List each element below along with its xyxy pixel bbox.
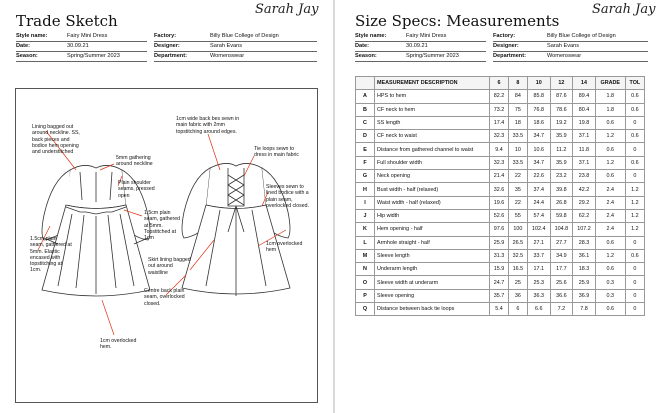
measurement-value: 35.9: [550, 156, 573, 169]
measurement-value: 0.6: [625, 90, 644, 103]
measurement-description: Sleeve opening: [375, 289, 490, 302]
measurement-value: 32.5: [508, 249, 527, 262]
measurement-value: 0.6: [625, 249, 644, 262]
measurement-value: 24.4: [527, 196, 550, 209]
measurement-value: 7.2: [550, 303, 573, 316]
measurement-value: 76.8: [527, 103, 550, 116]
season-label: Season:: [16, 53, 38, 59]
measurement-value: 1.2: [595, 156, 625, 169]
row-letter: O: [356, 276, 375, 289]
measurement-value: 27.7: [550, 236, 573, 249]
measurement-value: 24.7: [490, 276, 509, 289]
measurement-description: Sleeve length: [375, 249, 490, 262]
measurement-value: 36: [508, 289, 527, 302]
row-letter: H: [356, 183, 375, 196]
table-row: [356, 289, 645, 302]
measurement-value: 1.8: [595, 90, 625, 103]
measurement-value: 0.6: [595, 303, 625, 316]
row-letter: J: [356, 209, 375, 222]
divider: [493, 61, 648, 62]
measurement-value: 1.2: [625, 183, 644, 196]
page-title: Size Specs: Measurements: [355, 12, 560, 30]
table-body: [356, 90, 645, 316]
row-letter: N: [356, 263, 375, 276]
measurement-value: 9.4: [490, 143, 509, 156]
measurement-value: 1.2: [625, 209, 644, 222]
row-letter: F: [356, 156, 375, 169]
row-letter: D: [356, 130, 375, 143]
style-name-value: Fairy Mini Dress: [67, 33, 108, 39]
measurement-value: 1.8: [595, 103, 625, 116]
measurement-value: 0.6: [625, 103, 644, 116]
divider: [493, 51, 648, 52]
row-letter: A: [356, 90, 375, 103]
divider: [355, 51, 486, 52]
measurement-value: 22: [508, 170, 527, 183]
measurement-value: 0.3: [595, 289, 625, 302]
measurement-value: 6: [508, 303, 527, 316]
measurement-value: 62.2: [573, 209, 596, 222]
measurement-value: 0: [625, 289, 644, 302]
designer-label: Designer:: [493, 43, 519, 49]
measurement-value: 19.8: [573, 116, 596, 129]
date-label: Date:: [16, 43, 30, 49]
measurement-value: 0.3: [595, 276, 625, 289]
measurement-value: 0.6: [595, 236, 625, 249]
column-header: 14: [573, 77, 596, 90]
signature-logo: Sarah Jay: [592, 2, 656, 17]
measurement-value: 16.5: [508, 263, 527, 276]
measurement-value: 59.8: [550, 209, 573, 222]
table-header-row: [356, 77, 645, 90]
date-value: 30.09.21: [406, 43, 428, 49]
measurement-value: 2.4: [595, 196, 625, 209]
measurement-value: 21.4: [490, 170, 509, 183]
row-letter: Q: [356, 303, 375, 316]
season-label: Season:: [355, 53, 377, 59]
date-value: 30.09.21: [67, 43, 89, 49]
table-row: [356, 223, 645, 236]
row-letter: P: [356, 289, 375, 302]
measurement-value: 37.4: [527, 183, 550, 196]
row-letter: B: [356, 103, 375, 116]
factory-value: Billy Blue College of Design: [210, 33, 279, 39]
measurement-value: 25.9: [573, 276, 596, 289]
measurement-value: 11.8: [573, 143, 596, 156]
measurement-value: 35: [508, 183, 527, 196]
measurement-value: 6.6: [527, 303, 550, 316]
measurement-value: 52.6: [490, 209, 509, 222]
table-row: [356, 209, 645, 222]
lining-note: Lining bagged out around neckline. SS, back pieces and bodice hem opening and understitched: [32, 124, 80, 156]
measurements-table: [355, 76, 645, 316]
column-header: 10: [527, 77, 550, 90]
measurement-value: 36.1: [573, 249, 596, 262]
measurement-value: 2.4: [595, 223, 625, 236]
measurement-value: 0: [625, 263, 644, 276]
measurement-value: 2.4: [595, 209, 625, 222]
table-row: [356, 196, 645, 209]
back-hem-note: 1cm overlocked hem: [266, 241, 303, 254]
measurement-value: 22.6: [527, 170, 550, 183]
measurement-value: 17.4: [490, 116, 509, 129]
measurement-description: Sleeve width at underarm: [375, 276, 490, 289]
measurement-value: 0: [625, 116, 644, 129]
measurement-value: 17.1: [527, 263, 550, 276]
column-header: MEASUREMENT DESCRIPTION: [375, 77, 490, 90]
measurement-value: 18: [508, 116, 527, 129]
measurement-value: 37.1: [573, 156, 596, 169]
column-header: [356, 77, 375, 90]
measurement-value: 82.2: [490, 90, 509, 103]
measurement-value: 102.4: [527, 223, 550, 236]
measurement-value: 36.9: [573, 289, 596, 302]
row-letter: E: [356, 143, 375, 156]
measurement-description: Armhole straight - half: [375, 236, 490, 249]
measurement-value: 100: [508, 223, 527, 236]
style-name-label: Style name:: [16, 33, 48, 39]
measurement-value: 32.6: [490, 183, 509, 196]
row-letter: M: [356, 249, 375, 262]
measurement-value: 23.8: [573, 170, 596, 183]
measurement-description: Neck opening: [375, 170, 490, 183]
measurement-value: 23.2: [550, 170, 573, 183]
measurement-value: 10: [508, 143, 527, 156]
measurement-description: Bust width - half (relaxed): [375, 183, 490, 196]
table-row: [356, 183, 645, 196]
factory-label: Factory:: [493, 33, 516, 39]
table-row: [356, 156, 645, 169]
measurement-value: 0: [625, 236, 644, 249]
measurement-value: 7.8: [573, 303, 596, 316]
measurement-value: 32.3: [490, 130, 509, 143]
shoulder-note: Plain shoulder seams, pressed open: [118, 180, 155, 199]
measurement-value: 55: [508, 209, 527, 222]
row-letter: I: [356, 196, 375, 209]
divider: [493, 41, 648, 42]
measurement-value: 42.2: [573, 183, 596, 196]
style-name-label: Style name:: [355, 33, 387, 39]
measurement-description: SS length: [375, 116, 490, 129]
date-label: Date:: [355, 43, 369, 49]
table-row: [356, 276, 645, 289]
measurement-value: 36.3: [527, 289, 550, 302]
divider: [355, 41, 486, 42]
measurement-value: 0: [625, 276, 644, 289]
measurement-value: 1.2: [625, 196, 644, 209]
measurement-value: 11.2: [550, 143, 573, 156]
measurement-value: 89.4: [573, 90, 596, 103]
measurement-value: 22: [508, 196, 527, 209]
factory-label: Factory:: [154, 33, 177, 39]
column-header: 6: [490, 77, 509, 90]
signature-logo: Sarah Jay: [255, 2, 319, 17]
measurement-value: 1.2: [595, 130, 625, 143]
measurement-value: 15.9: [490, 263, 509, 276]
back-bes-note: 1cm wide back bes sewn in main fabric with 2mm topstitching around edges.: [176, 116, 240, 135]
measurement-value: 0.6: [595, 263, 625, 276]
measurement-value: 1.2: [595, 249, 625, 262]
season-value: Spring/Summer 2023: [406, 53, 459, 59]
table-row: [356, 143, 645, 156]
department-label: Department:: [493, 53, 526, 59]
column-header: 8: [508, 77, 527, 90]
row-letter: C: [356, 116, 375, 129]
measurement-value: 33.7: [527, 249, 550, 262]
measurement-value: 10.6: [527, 143, 550, 156]
measurement-description: CF neck to hem: [375, 103, 490, 116]
tie-loops-note: Tie loops sewn to dress in main fabric: [254, 146, 299, 159]
measurement-value: 0.6: [595, 143, 625, 156]
measurement-value: 27.1: [527, 236, 550, 249]
measurement-value: 5.4: [490, 303, 509, 316]
measurement-value: 35.7: [490, 289, 509, 302]
plain-seam-note: 1.5cm plain seam, gathered at 5mm. Topstitched at 1cm: [144, 210, 181, 242]
measurement-description: Hip width: [375, 209, 490, 222]
table-row: [356, 303, 645, 316]
measurement-value: 25.6: [550, 276, 573, 289]
measurement-description: Hem opening - half: [375, 223, 490, 236]
measurement-value: 19.2: [550, 116, 573, 129]
column-header: GRADE: [595, 77, 625, 90]
trade-sketch-page: [0, 0, 333, 413]
skirt-lining-note: Skirt lining bagged out around waistline: [148, 257, 191, 276]
measurement-value: 25.9: [490, 236, 509, 249]
measurement-value: 0: [625, 303, 644, 316]
measurement-value: 25: [508, 276, 527, 289]
measurement-value: 73.2: [490, 103, 509, 116]
measurement-value: 34.9: [550, 249, 573, 262]
designer-value: Sarah Evans: [547, 43, 580, 49]
measurement-description: Underarm length: [375, 263, 490, 276]
factory-value: Billy Blue College of Design: [547, 33, 616, 39]
measurement-value: 78.6: [550, 103, 573, 116]
season-value: Spring/Summer 2023: [67, 53, 120, 59]
measurement-value: 36.6: [550, 289, 573, 302]
page-title: Trade Sketch: [16, 12, 118, 30]
table-row: [356, 116, 645, 129]
measurement-value: 26.8: [550, 196, 573, 209]
measurement-value: 0.6: [625, 130, 644, 143]
table-row: [356, 236, 645, 249]
measurement-value: 32.3: [490, 156, 509, 169]
measurement-value: 75: [508, 103, 527, 116]
table-row: [356, 103, 645, 116]
measurement-value: 31.3: [490, 249, 509, 262]
department-value: Womenswear: [547, 53, 582, 59]
column-header: TOL: [625, 77, 644, 90]
measurement-description: Full shoulder width: [375, 156, 490, 169]
measurement-value: 87.6: [550, 90, 573, 103]
measurement-description: HPS to hem: [375, 90, 490, 103]
measurement-value: 33.5: [508, 156, 527, 169]
measurement-value: 57.4: [527, 209, 550, 222]
row-letter: L: [356, 236, 375, 249]
designer-value: Sarah Evans: [210, 43, 243, 49]
measurement-value: 97.6: [490, 223, 509, 236]
table-row: [356, 170, 645, 183]
left-seam-note: 1.5cm plain seam, gathered at 5mm. Elastic encased with topstitching at 1cm.: [30, 236, 72, 274]
column-header: 12: [550, 77, 573, 90]
measurement-value: 107.2: [573, 223, 596, 236]
measurement-description: CF neck to waist: [375, 130, 490, 143]
table-row: [356, 130, 645, 143]
style-name-value: Fairy Mini Dress: [406, 33, 447, 39]
measurement-value: 37.1: [573, 130, 596, 143]
measurement-value: 80.4: [573, 103, 596, 116]
row-letter: G: [356, 170, 375, 183]
measurement-value: 34.7: [527, 130, 550, 143]
measurement-value: 39.8: [550, 183, 573, 196]
measurement-value: 18.3: [573, 263, 596, 276]
measurement-value: 33.5: [508, 130, 527, 143]
measurement-value: 18.6: [527, 116, 550, 129]
measurement-value: 25.3: [527, 276, 550, 289]
measurement-value: 19.6: [490, 196, 509, 209]
measurement-value: 28.3: [573, 236, 596, 249]
measurement-value: 29.2: [573, 196, 596, 209]
measurement-description: Waist width - half (relaxed): [375, 196, 490, 209]
measurement-value: 35.9: [550, 130, 573, 143]
divider: [355, 61, 486, 62]
department-label: Department:: [154, 53, 187, 59]
measurement-value: 84: [508, 90, 527, 103]
centre-back-note: Centre back plain seam, overlocked closed.: [144, 288, 185, 307]
measurement-value: 26.5: [508, 236, 527, 249]
measurement-value: 104.8: [550, 223, 573, 236]
measurement-value: 85.8: [527, 90, 550, 103]
sleeves-note: Sleeves sewn to lined bodice with a plain seam, overlocked closed.: [266, 184, 309, 209]
designer-label: Designer:: [154, 43, 180, 49]
measurement-description: Distance from gathered channel to waist: [375, 143, 490, 156]
measurement-value: 2.4: [595, 183, 625, 196]
measurement-description: Distance between back tie loops: [375, 303, 490, 316]
table-row: [356, 263, 645, 276]
measurement-value: 0.6: [625, 156, 644, 169]
measurement-value: 0: [625, 143, 644, 156]
row-letter: K: [356, 223, 375, 236]
table-row: [356, 249, 645, 262]
gathering-note: 5mm gathering around neckline: [116, 155, 153, 168]
measurement-value: 1.2: [625, 223, 644, 236]
measurement-value: 17.7: [550, 263, 573, 276]
measurement-value: 0: [625, 170, 644, 183]
measurement-value: 0.6: [595, 170, 625, 183]
department-value: Womenswear: [210, 53, 245, 59]
measurement-value: 0.6: [595, 116, 625, 129]
measurement-value: 34.7: [527, 156, 550, 169]
table-row: [356, 90, 645, 103]
front-hem-note: 1cm overlocked hem.: [100, 338, 137, 351]
